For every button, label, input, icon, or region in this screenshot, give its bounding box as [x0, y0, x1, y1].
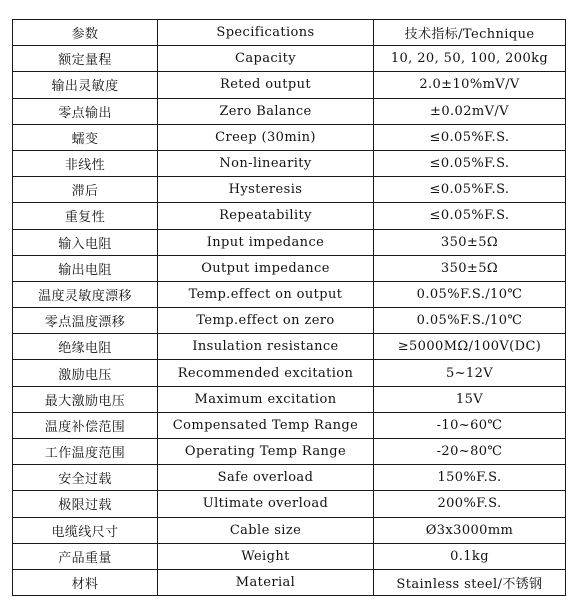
header-parameter: 参数 — [13, 20, 158, 46]
param-value: 350±5Ω — [374, 255, 566, 281]
param-value: Ø3x3000mm — [374, 517, 566, 543]
param-name-en: Cable size — [158, 517, 374, 543]
param-name-cn: 输出电阻 — [13, 255, 158, 281]
param-name-en: Operating Temp Range — [158, 439, 374, 465]
spec-table — [12, 19, 566, 596]
param-name-cn: 输入电阻 — [13, 229, 158, 255]
spec-row — [13, 491, 566, 517]
param-name-en: Non-linearity — [158, 150, 374, 176]
param-name-en: Creep (30min) — [158, 124, 374, 150]
spec-row — [13, 98, 566, 124]
param-name-en: Material — [158, 569, 374, 595]
param-value: ≤0.05%F.S. — [374, 124, 566, 150]
spec-row — [13, 46, 566, 72]
spec-row — [13, 386, 566, 412]
param-value: ≤0.05%F.S. — [374, 177, 566, 203]
param-name-en: Reted output — [158, 72, 374, 98]
header-row — [13, 20, 566, 46]
param-name-cn: 温度灵敏度漂移 — [13, 281, 158, 307]
param-name-en: Maximum excitation — [158, 386, 374, 412]
param-name-cn: 极限过载 — [13, 491, 158, 517]
param-value: 150%F.S. — [374, 465, 566, 491]
param-name-en: Hysteresis — [158, 177, 374, 203]
spec-row — [13, 229, 566, 255]
param-value: 2.0±10%mV/V — [374, 72, 566, 98]
param-name-cn: 额定量程 — [13, 46, 158, 72]
spec-row — [13, 360, 566, 386]
param-name-cn: 重复性 — [13, 203, 158, 229]
param-name-en: Output impedance — [158, 255, 374, 281]
param-value: 0.1kg — [374, 543, 566, 569]
param-name-en: Safe overload — [158, 465, 374, 491]
param-value: 0.05%F.S./10℃ — [374, 281, 566, 307]
spec-row — [13, 177, 566, 203]
param-value: 0.05%F.S./10℃ — [374, 308, 566, 334]
spec-row — [13, 203, 566, 229]
param-name-en: Temp.effect on zero — [158, 308, 374, 334]
spec-row — [13, 308, 566, 334]
spec-table-body — [13, 20, 566, 596]
param-name-en: Insulation resistance — [158, 334, 374, 360]
param-name-cn: 电缆线尺寸 — [13, 517, 158, 543]
param-value: Stainless steel/不锈钢 — [374, 569, 566, 595]
param-name-cn: 绝缘电阻 — [13, 334, 158, 360]
param-name-cn: 零点温度漂移 — [13, 308, 158, 334]
param-name-cn: 工作温度范围 — [13, 439, 158, 465]
param-name-cn: 非线性 — [13, 150, 158, 176]
param-name-cn: 材料 — [13, 569, 158, 595]
header-specifications: Specifications — [158, 20, 374, 46]
spec-row — [13, 569, 566, 595]
param-name-cn: 最大激励电压 — [13, 386, 158, 412]
param-value: 10, 20, 50, 100, 200kg — [374, 46, 566, 72]
param-name-en: Repeatability — [158, 203, 374, 229]
param-value: ±0.02mV/V — [374, 98, 566, 124]
param-name-cn: 输出灵敏度 — [13, 72, 158, 98]
spec-row — [13, 517, 566, 543]
param-name-en: Input impedance — [158, 229, 374, 255]
header-technique: 技术指标/Technique — [374, 20, 566, 46]
param-name-cn: 产品重量 — [13, 543, 158, 569]
param-name-cn: 滞后 — [13, 177, 158, 203]
spec-row — [13, 124, 566, 150]
param-value: 5~12V — [374, 360, 566, 386]
param-name-en: Recommended excitation — [158, 360, 374, 386]
param-name-en: Weight — [158, 543, 374, 569]
param-name-cn: 温度补偿范围 — [13, 412, 158, 438]
param-value: ≥5000MΩ/100V(DC) — [374, 334, 566, 360]
param-name-cn: 蠕变 — [13, 124, 158, 150]
param-name-en: Compensated Temp Range — [158, 412, 374, 438]
spec-row — [13, 334, 566, 360]
param-value: ≤0.05%F.S. — [374, 203, 566, 229]
spec-row — [13, 281, 566, 307]
param-value: 200%F.S. — [374, 491, 566, 517]
spec-row — [13, 465, 566, 491]
param-value: 15V — [374, 386, 566, 412]
param-name-en: Zero Balance — [158, 98, 374, 124]
param-name-en: Ultimate overload — [158, 491, 374, 517]
param-name-en: Capacity — [158, 46, 374, 72]
param-value: 350±5Ω — [374, 229, 566, 255]
param-name-cn: 安全过载 — [13, 465, 158, 491]
param-name-en: Temp.effect on output — [158, 281, 374, 307]
spec-row — [13, 255, 566, 281]
param-value: -20~80℃ — [374, 439, 566, 465]
param-name-cn: 激励电压 — [13, 360, 158, 386]
spec-row — [13, 543, 566, 569]
param-value: -10~60℃ — [374, 412, 566, 438]
param-value: ≤0.05%F.S. — [374, 150, 566, 176]
spec-row — [13, 72, 566, 98]
spec-row — [13, 412, 566, 438]
spec-row — [13, 150, 566, 176]
spec-row — [13, 439, 566, 465]
param-name-cn: 零点输出 — [13, 98, 158, 124]
